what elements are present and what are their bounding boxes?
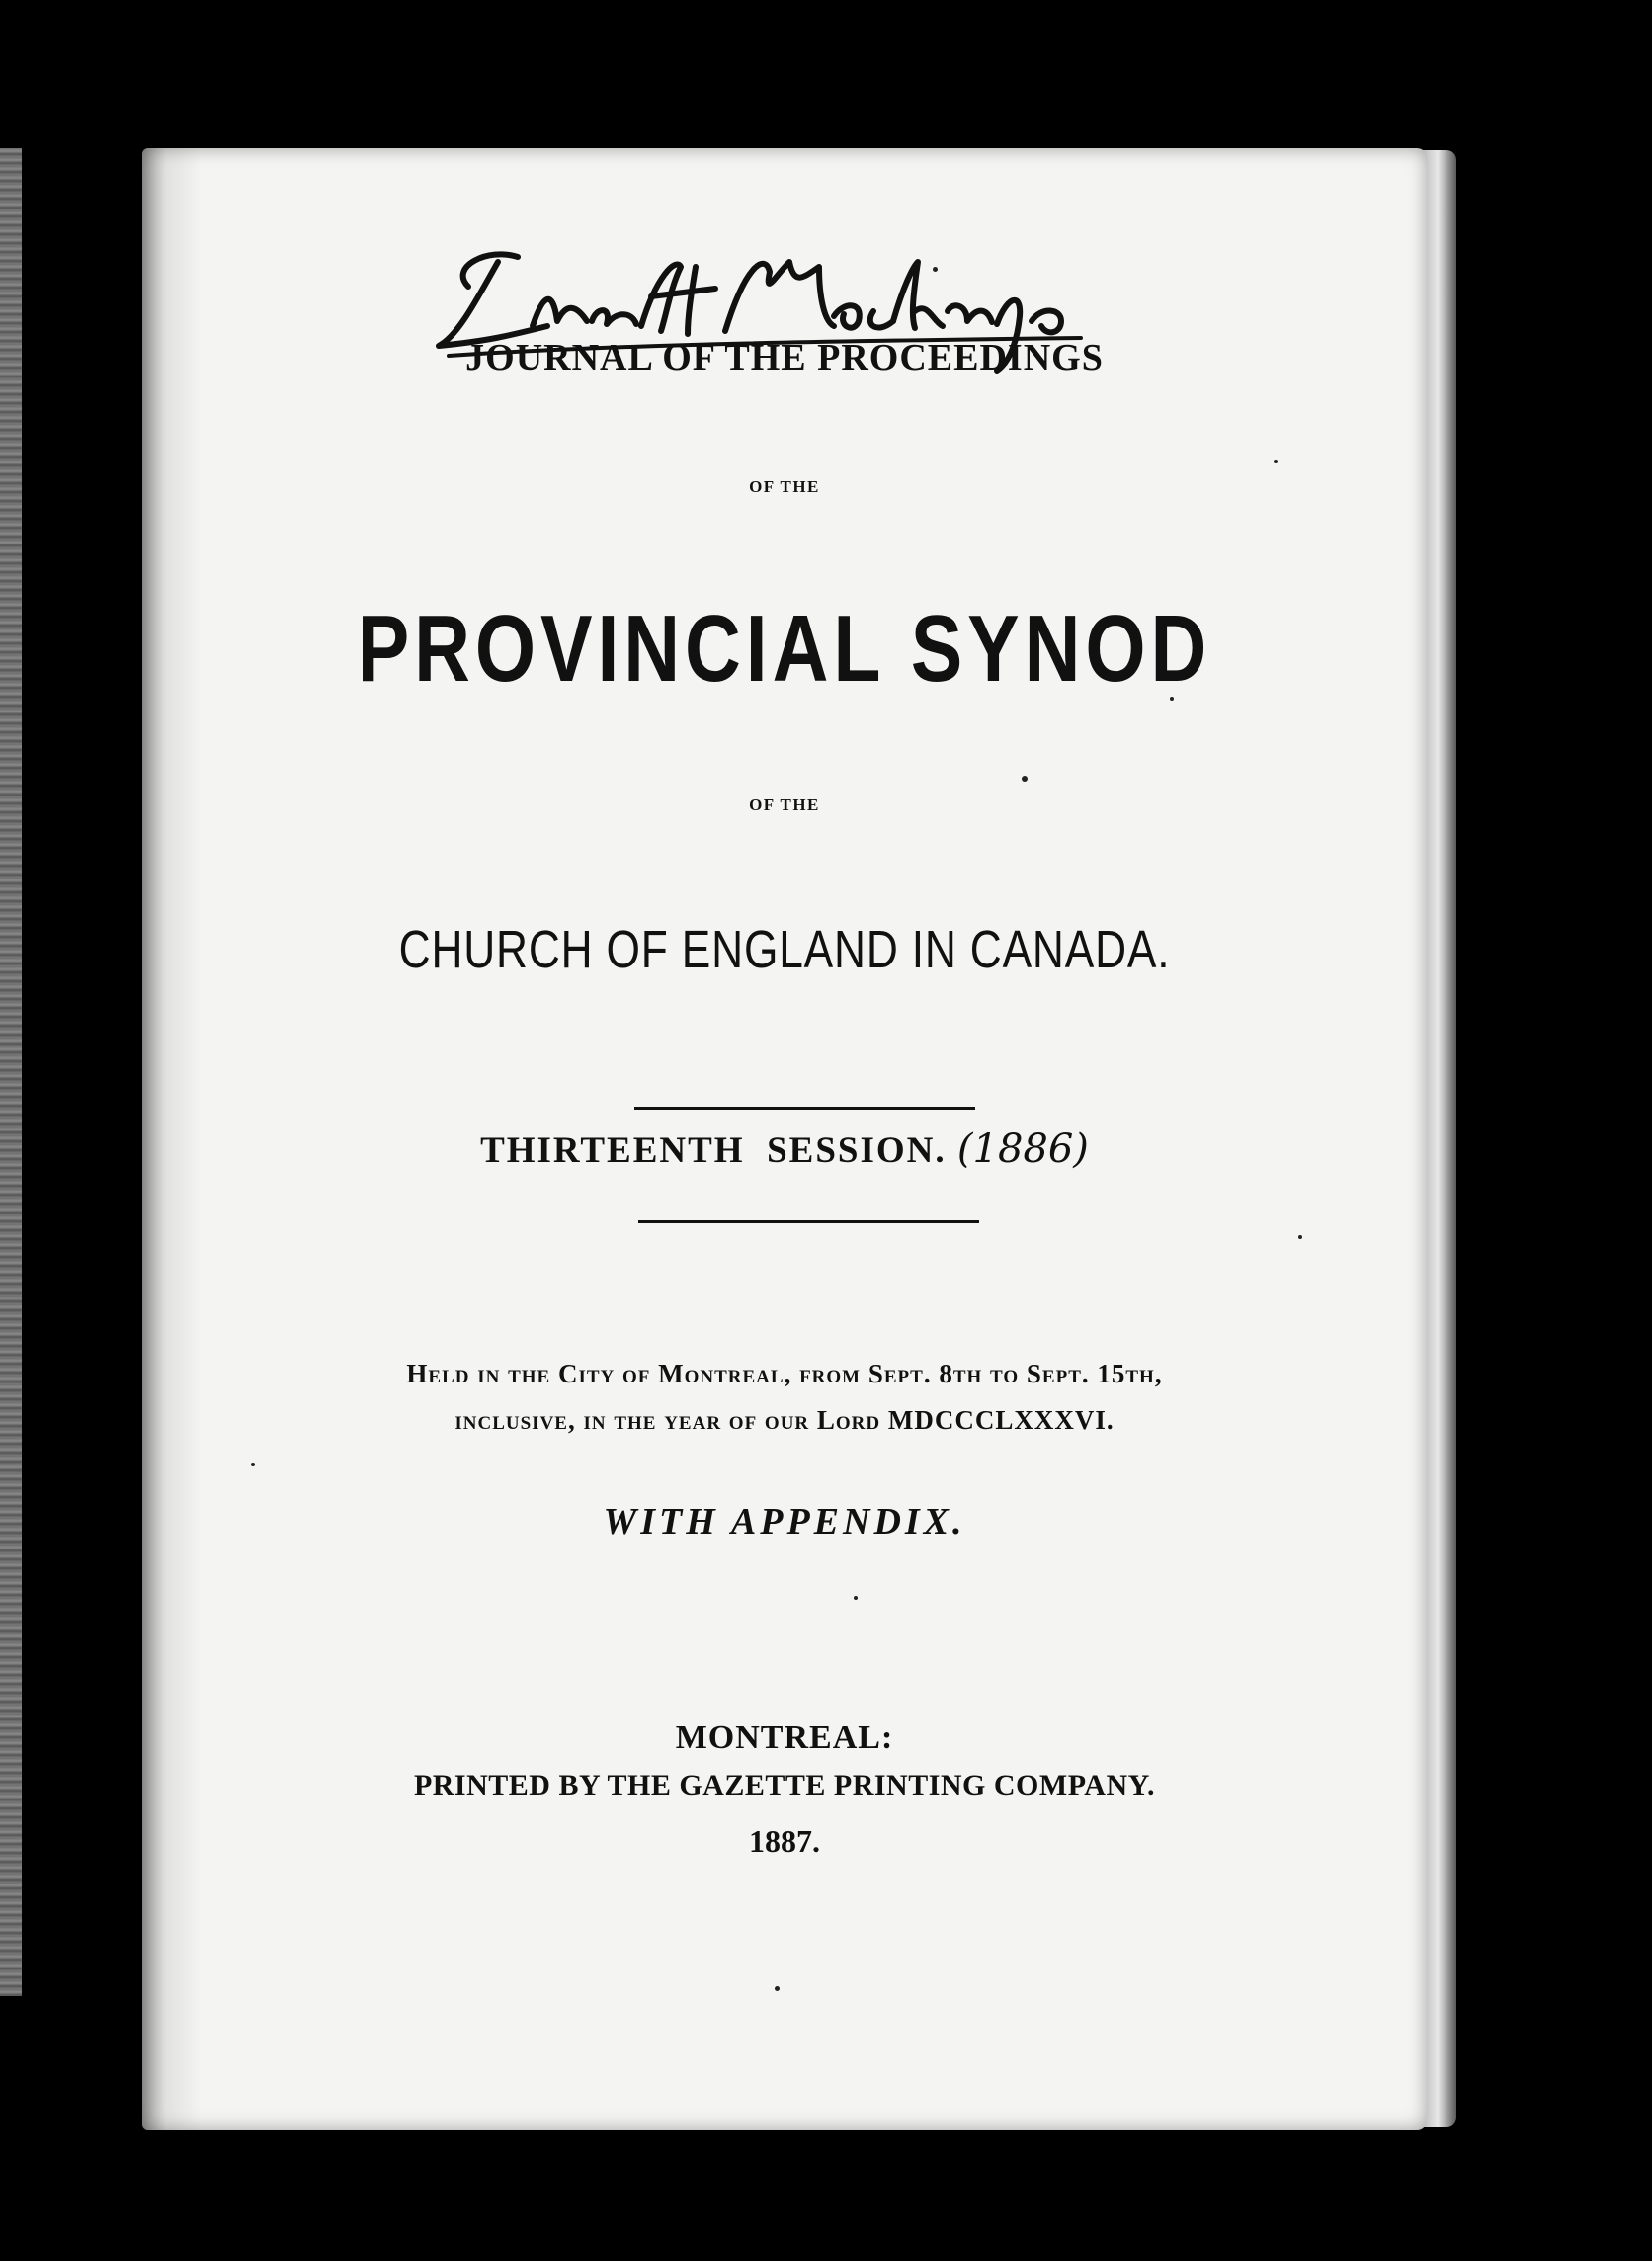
publisher-city: MONTREAL: <box>675 1719 894 1756</box>
speck <box>1022 776 1028 782</box>
speck <box>854 1596 858 1600</box>
church-title: CHURCH OF ENGLAND IN CANADA. <box>398 920 1171 979</box>
title-page <box>142 148 1427 2130</box>
speck <box>251 1463 255 1466</box>
rule-bottom <box>638 1220 979 1223</box>
session-label: THIRTEENTH SESSION. <box>480 1130 947 1171</box>
session-line <box>142 1127 1427 1172</box>
speck <box>1274 460 1278 463</box>
of-the-label-2: OF THE <box>749 796 820 814</box>
session-year-annotation: (1886) <box>956 1127 1089 1172</box>
publisher-name: PRINTED BY THE GAZETTE PRINTING COMPANY. <box>413 1769 1156 1801</box>
journal-title: JOURNAL OF THE PROCEEDINGS <box>465 337 1104 378</box>
adjacent-page-edge <box>0 148 22 1996</box>
speck <box>775 1986 780 1991</box>
appendix-label: WITH APPENDIX. <box>603 1501 966 1543</box>
publication-year: 1887. <box>749 1823 820 1859</box>
main-title: PROVINCIAL SYNOD <box>357 596 1212 702</box>
held-line-1: Held in the City of Montreal, from Sept. 8th to Sept. 15th, <box>406 1359 1163 1388</box>
held-line-2: inclusive, in the year of our Lord MDCCCLXXXVI. <box>454 1405 1115 1435</box>
speck <box>1298 1235 1302 1239</box>
of-the-label-1: OF THE <box>749 477 820 496</box>
rule-top <box>634 1107 975 1110</box>
